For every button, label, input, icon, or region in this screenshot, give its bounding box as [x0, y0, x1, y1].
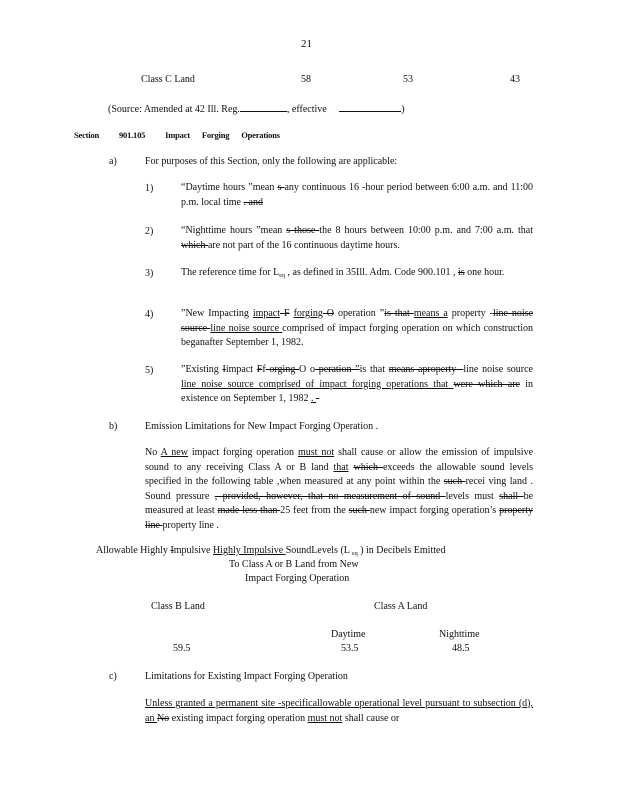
class-c-row-value-2: 53	[403, 74, 413, 85]
page-number: 21	[301, 38, 312, 50]
item-b-marker: b)	[109, 421, 118, 432]
table-sub-nighttime: Nighttime	[439, 629, 480, 640]
item-c-text: Unless granted a permanent site -specificallowable operational level pursuant to subsection (d), an No existing impact forging operation must not shall cause or	[145, 698, 533, 724]
class-c-row-value-3: 43	[510, 74, 520, 85]
item-c-heading: Limitations for Existing Impact Forging Operation	[145, 671, 348, 682]
def-1-number: 1)	[145, 183, 154, 194]
source-line: (Source: Amended at 42 Ill. Reg. , effective )	[108, 104, 405, 115]
table-value-class-a-day: 53.5	[341, 643, 359, 654]
def-1-text: “Daytime hours ”mean s any continuous 16 -hour period between 6:00 a.m. and 11:00 p.m. local time . and	[181, 182, 533, 208]
item-b-heading: Emission Limitations for New Impact Forging Operation .	[145, 421, 379, 432]
table-value-class-a-night: 48.5	[452, 643, 470, 654]
section-heading: Section 901.105 Impact Forging Operations	[74, 130, 280, 140]
table-title-line-1: Allowable Highly Impulsive Highly Impulsive SoundLevels (L $_{eq}$ ) in Decibels Emitted	[96, 545, 446, 557]
def-4-number: 4)	[145, 309, 154, 320]
item-b-text: No A new impact forging operation must not shall cause or allow the emission of impulsive sound to any receiving Class A or B land that which exceeds the allowable sound levels specified in the following table ,when measured at any point within the such recei ving land . Sound pressure , provided, however, that no measurement of sound levels must shall be measured at least made less than 25 feet from the such new impact forging operation’s property line property line .	[145, 447, 534, 531]
def-2-text: “Nighttime hours ”mean s those the 8 hours between 10:00 p.m. and 7:00 a.m. that which are not part of the 16 continuous daytime hours.	[181, 225, 533, 251]
def-5-number: 5)	[145, 365, 154, 376]
item-c-marker: c)	[109, 671, 117, 682]
class-c-row-value-1: 58	[301, 74, 311, 85]
table-title-line-3: Impact Forging Operation	[245, 573, 350, 584]
def-4-text: ”New Impacting impact F forging O operation ”is that means a property -line noise source line noise source comprised of impact forging operation on which construction beganafter September 1, 1982.	[181, 308, 534, 348]
def-5-text: ”Existing Iimpact Ff orging O o peration ”is that means aproperty -line noise source line noise source comprised of impact forging operations that were which are in existence on September 1, 1982 . -	[181, 364, 533, 404]
item-a-text: For purposes of this Section, only the following are applicable:	[145, 156, 398, 167]
table-value-class-b: 59.5	[173, 643, 191, 654]
def-2-number: 2)	[145, 226, 154, 237]
table-col-class-a-header: Class A Land	[374, 601, 428, 612]
table-col-class-b-header: Class B Land	[151, 601, 205, 612]
def-3-text: The reference time for $L_{eq}$ , as defined in 35Ill. Adm. Code 900.101 , is one hour.	[181, 267, 505, 279]
table-title-line-2: To Class A or B Land from New	[229, 559, 359, 570]
table-sub-daytime: Daytime	[331, 629, 366, 640]
def-3-number: 3)	[145, 268, 154, 279]
item-a-marker: a)	[109, 156, 117, 167]
class-c-row-label: Class C Land	[141, 74, 195, 85]
